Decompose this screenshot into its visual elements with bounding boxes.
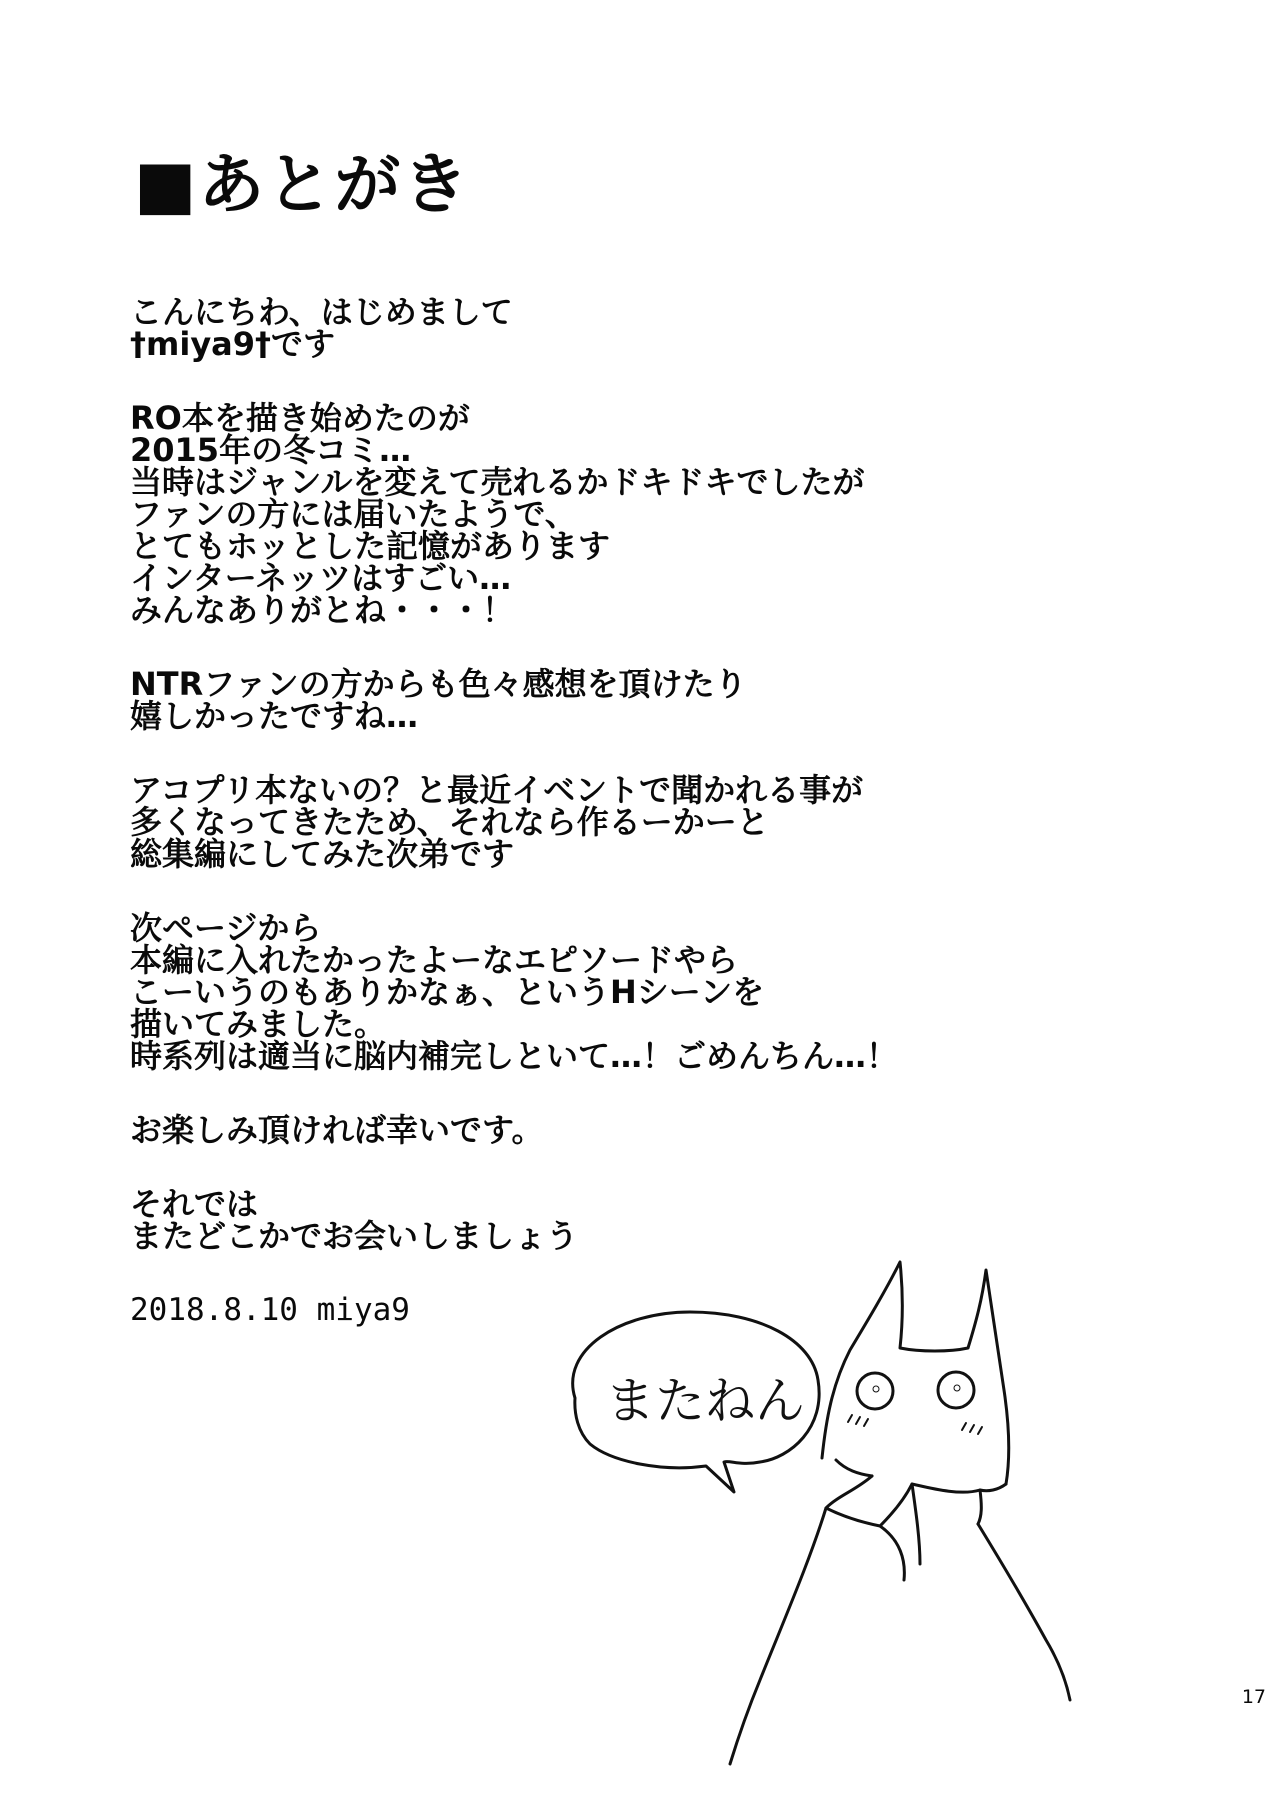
- text-line: 総集編にしてみた次弟です: [130, 835, 515, 873]
- text-line: こんにちわ、はじめまして: [130, 293, 513, 331]
- paragraph-enjoy: [130, 1111, 1110, 1149]
- speech-bubble-text: またねん: [605, 1372, 805, 1430]
- text-line: 当時はジャンルを変えて売れるかドキドキでしたが: [130, 463, 865, 501]
- page-number: 17: [1241, 1686, 1266, 1708]
- paragraph-ntr-fans: [130, 665, 1110, 735]
- text-line: †miya9†です: [130, 325, 336, 363]
- text-line: 嬉しかったですね…: [130, 697, 419, 735]
- afterword-body: [130, 293, 1110, 1368]
- text-line: NTRファンの方からも色々感想を頂けたり: [130, 665, 747, 703]
- paragraph-compilation: [130, 771, 1110, 873]
- text-line: RO本を描き始めたのが: [130, 399, 470, 437]
- paragraph-signature: [130, 1294, 1110, 1326]
- text-line: アコプリ本ないの？と最近イベントで聞かれる事が: [130, 771, 864, 809]
- text-line: お楽しみ頂ければ幸いです。: [130, 1111, 544, 1149]
- date-signature: 2018.8.10 miya9: [130, 1292, 410, 1328]
- text-line: 本編に入れたかったよーなエピソードやら: [130, 941, 739, 979]
- text-line: 多くなってきたため、それなら作るーかーと: [130, 803, 769, 841]
- text-line: ファンの方には届いたようで、: [130, 495, 577, 533]
- text-line: みんなありがとね・・・！: [130, 591, 515, 629]
- text-line: それでは: [130, 1185, 259, 1223]
- text-line: 次ページから: [130, 909, 322, 947]
- afterword-title: ■あとがき: [134, 145, 471, 223]
- text-line: インターネッツはすごい…: [130, 559, 512, 597]
- paragraph-greeting: [130, 293, 1110, 363]
- paragraph-farewell: [130, 1185, 1110, 1255]
- text-line: 2015年の冬コミ…: [130, 431, 412, 469]
- text-line: こーいうのもありかなぁ、というHシーンを: [130, 973, 765, 1011]
- text-line: 時系列は適当に脳内補完しといて…！ごめんちん…！: [130, 1037, 899, 1075]
- paragraph-next-pages: [130, 909, 1110, 1075]
- text-line: またどこかでお会いしましょう: [130, 1217, 579, 1255]
- paragraph-history: [130, 399, 1110, 629]
- text-line: 描いてみました。: [130, 1005, 387, 1043]
- text-line: とてもホッとした記憶があります: [130, 527, 611, 565]
